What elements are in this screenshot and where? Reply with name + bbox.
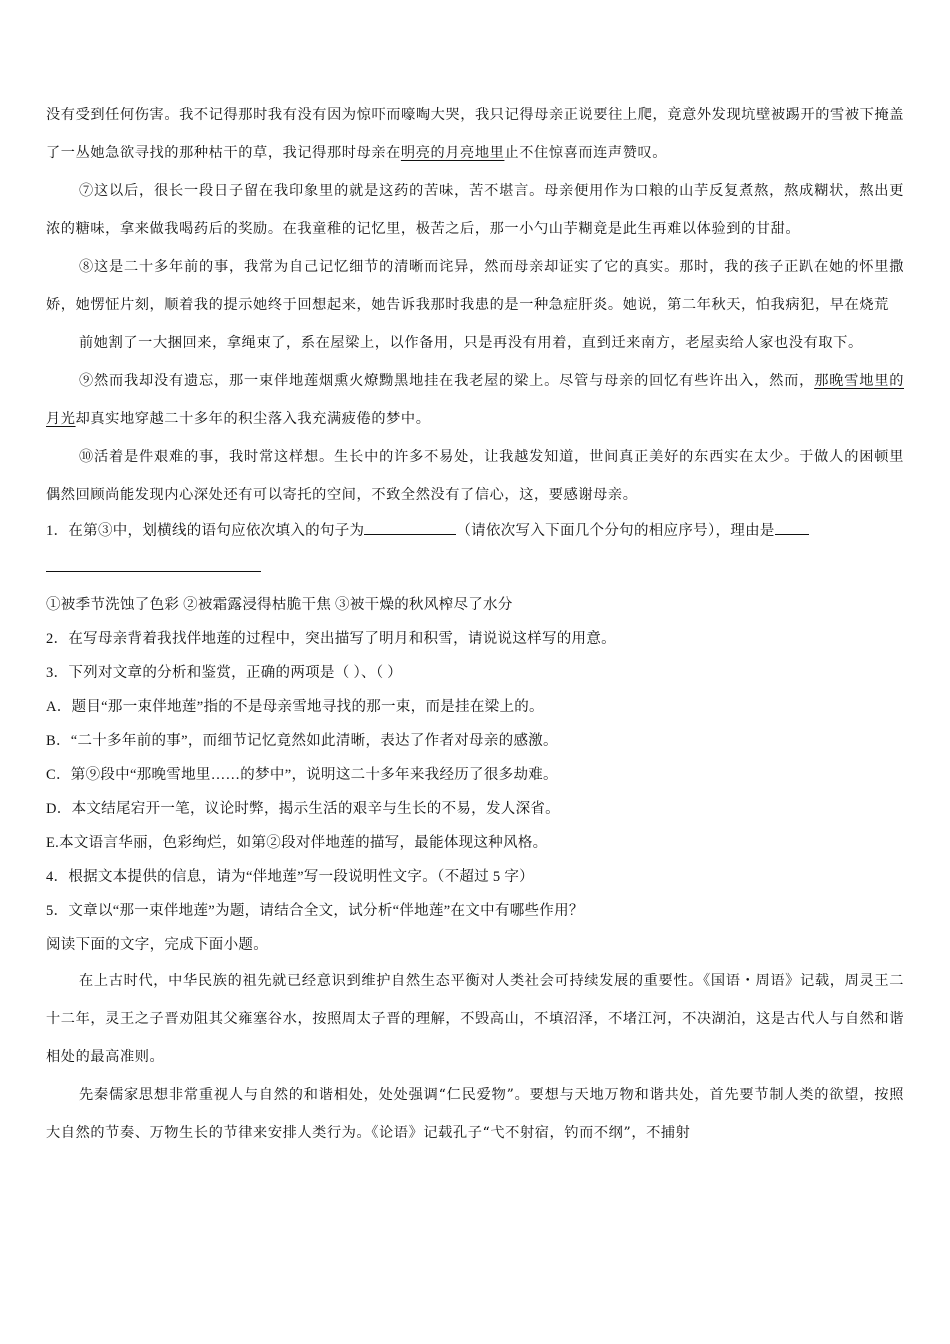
document-page [46,96,904,1152]
question-3: 3．下列对文章的分析和鉴赏，正确的两项是（ ）、（ ） [46,665,403,681]
para6-text-b: 止不住惊喜而连声赞叹。 [504,145,668,161]
passage2-paragraph-1: 在上古时代，中华民族的祖先就已经意识到维护自然生态平衡对人类社会可持续发展的重要性。《国语・周语》记载，周灵王二十二年，灵王之子晋劝阻其父雍塞谷水，按照周太子晋的理解，不毁高山，不填沼泽，不堵江河，不决湖泊，这是古代人与自然和谐相处的最高准则。 [46,973,904,1065]
option-c: C．第⑨段中“那晚雪地里……的梦中”，说明这二十多年来我经历了很多劫难。 [46,767,558,783]
question-1-reason: （请依次写入下面几个分句的相应序号），理由是 [456,523,775,539]
passage2-paragraph-2: 先秦儒家思想非常重视人与自然的和谐相处，处处强调“仁民爱物”。要想与天地万物和谐共处，首先要节制人类的欲望，按照大自然的节奏、万物生长的节律来安排人类行为。《论语》记载孔子“弋不射宿，钓而不纲”，不捕射 [46,1087,904,1141]
answer-blank-3[interactable] [46,557,261,572]
para6-text-a: 没有受到任何伤害。我不记得那时我有没有因为惊吓而嚎啕大哭，我只记得母亲正说要往上爬，竟意外发现坑壁被踢开的雪被下掩盖了一丛她急欲寻找的那种枯干的草，我记得那时母亲在 [46,107,904,161]
paragraph-7: ⑦这以后，很长一段日子留在我印象里的就是这药的苦味，苦不堪言。母亲便用作为口粮的山芋反复煮熬，熬成糊状，熬出更浓的糖味，拿来做我喝药后的奖励。在我童稚的记忆里，极苦之后，那一小勺山芋糊竟是此生再难以体验到的甘甜。 [46,183,904,237]
question-1-prompt: 1．在第③中，划横线的语句应依次填入的句子为 [46,523,365,539]
para9-text-a: ⑨然而我却没有遗忘，那一束伴地莲烟熏火燎黝黑地挂在我老屋的梁上。尽管与母亲的回忆有些许出入，然而， [79,373,815,389]
paragraph-9 [46,362,904,438]
question-1-blank-line [46,548,904,588]
question-4: 4．根据文本提供的信息，请为“伴地莲”写一段说明性文字。（不超过 5 字） [46,869,534,885]
para9-underlined-phrase: 那晚雪地里的月光 [46,373,904,427]
option-b: B．“二十多年前的事”，而细节记忆竟然如此清晰，表达了作者对母亲的感激。 [46,733,558,749]
paragraph-6-continued [46,96,904,172]
question-5: 5．文章以“那一束伴地莲”为题，请结合全文，试分析“伴地莲”在文中有哪些作用？ [46,903,584,919]
paragraph-8: ⑧这是二十多年前的事，我常为自己记忆细节的清晰而诧异，然而母亲却证实了它的真实。那时，我的孩子正趴在她的怀里撒娇，她愣怔片刻，顺着我的提示她终于回想起来，她告诉我那时我患的是一种急症肝炎。她说，第二年秋天，怕我病犯，早在烧荒 [46,259,904,313]
para9-text-b: 却真实地穿越二十多年的积尘落入我充满疲倦的梦中。 [75,411,431,427]
question-1-options: ①被季节洗蚀了色彩 ②被霜露浸得枯脆干焦 ③被干燥的秋风榨尽了水分 [46,597,513,613]
paragraph-10: ⑩活着是件艰难的事，我时常这样想。生长中的许多不易处，让我越发知道，世间真正美好的东西实在太少。于做人的困顿里偶然回顾尚能发现内心深处还有可以寄托的空间，不致全然没有了信心，这，要感谢母亲。 [46,449,904,503]
question-1 [46,514,904,548]
para6-underlined-phrase: 明亮的月亮地里 [400,145,505,161]
answer-blank-1[interactable] [364,520,456,535]
option-d: D．本文结尾宕开一笔，议论时弊，揭示生活的艰辛与生长的不易，发人深省。 [46,801,560,817]
option-a: A．题目“那一束伴地莲”指的不是母亲雪地寻找的那一束，而是挂在梁上的。 [46,699,544,715]
paragraph-8-continued: 前她割了一大捆回来，拿绳束了，系在屋梁上，以作备用，只是再没有用着，直到迁来南方，老屋卖给人家也没有取下。 [79,335,863,351]
reading-intro: 阅读下面的文字，完成下面小题。 [46,937,268,953]
option-e: E.本文语言华丽，色彩绚烂，如第②段对伴地莲的描写，最能体现这种风格。 [46,835,548,851]
question-2: 2．在写母亲背着我找伴地莲的过程中，突出描写了明月和积雪，请说说这样写的用意。 [46,631,616,647]
answer-blank-2[interactable] [775,520,809,535]
